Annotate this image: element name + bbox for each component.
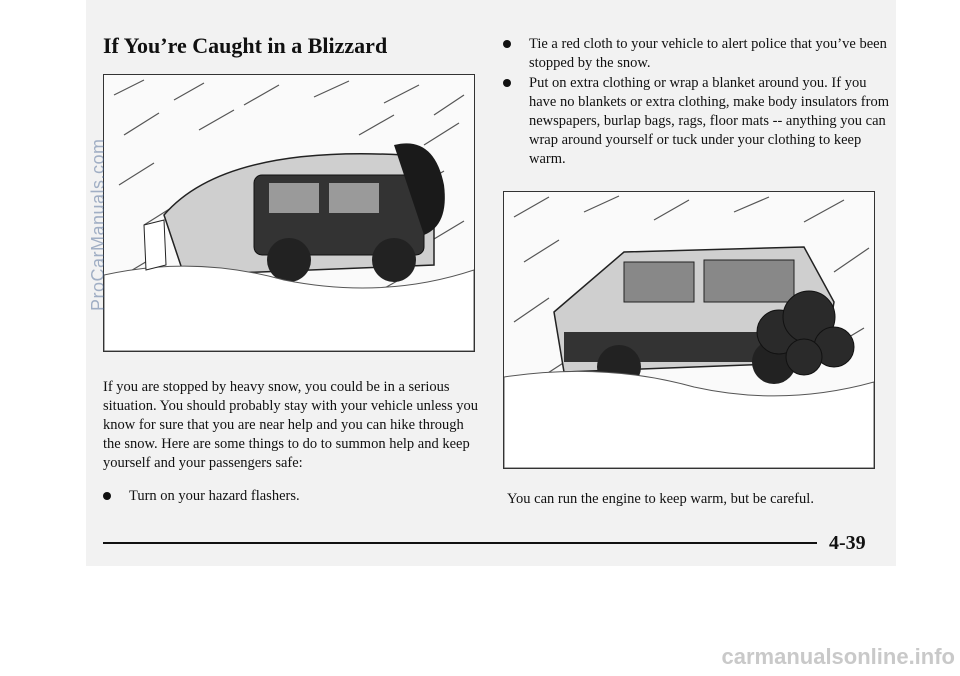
bullet-text: Put on extra clothing or wrap a blanket around you. If you have no blankets or extra clothing, make body insulators from newspapers, burlap bags, rags, floor mats -- anything you can wrap around yourself or tuck under your clothing to keep warm. bbox=[529, 75, 889, 167]
blizzard-illustration bbox=[103, 74, 475, 352]
footer-rule bbox=[103, 542, 817, 544]
page-number: 4-39 bbox=[829, 532, 866, 554]
page-title: If You’re Caught in a Blizzard bbox=[103, 33, 388, 58]
bullet-extra-clothing bbox=[503, 74, 893, 169]
watermark-text: ProCarManuals.com bbox=[88, 138, 108, 312]
bullet-dot-icon bbox=[503, 79, 511, 87]
bullet-dot-icon bbox=[503, 40, 511, 48]
figure-caption: You can run the engine to keep warm, but be careful. bbox=[507, 491, 814, 507]
intro-paragraph: If you are stopped by heavy snow, you could be in a serious situation. You should probably stay with your vehicle unless you know for sure that you are near help and you can hike through the snow. Here are some things to do to summon help and keep yourself and your passengers safe: bbox=[103, 379, 478, 471]
site-watermark: carmanualsonline.info bbox=[721, 644, 955, 669]
bullet-text: Turn on your hazard flashers. bbox=[129, 488, 300, 504]
bullet-hazard-flashers bbox=[103, 487, 483, 506]
bullet-dot-icon bbox=[103, 492, 111, 500]
bullet-text: Tie a red cloth to your vehicle to alert police that you’ve been stopped by the snow. bbox=[529, 36, 887, 71]
bullet-red-cloth bbox=[503, 35, 893, 73]
engine-running-illustration bbox=[503, 191, 875, 469]
